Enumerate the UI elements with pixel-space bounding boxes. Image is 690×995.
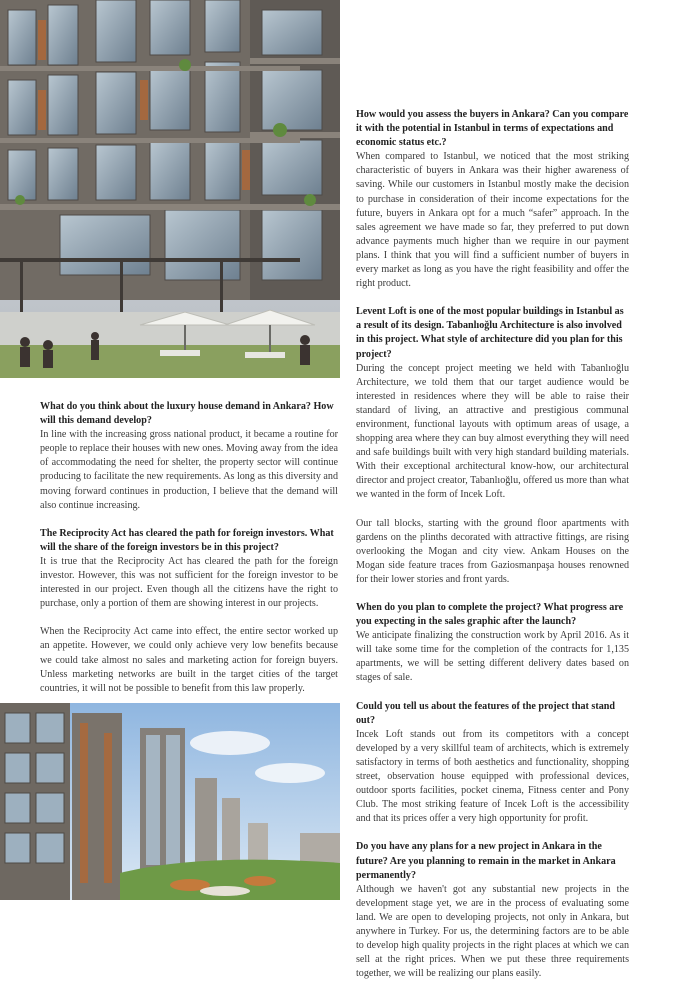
answer-ankara-buyers: When compared to Istanbul, we noticed that the most striking characteristic of buyers in Ankara was their higher awareness of saving. While our customers in Istanbul mostly make the decision to purchase in consideration of their income expectations for the future, buyers in Ankara opt for a much “safer” approach. In the sales agreement we have made so far, they preferred to put down advance payments much higher than we require in our payment plans. I think that you will find a sufficient number of buyers in every market as long as you have the right feasibility and offer the right product. <box>356 151 629 290</box>
question-reciprocity-act: The Reciprocity Act has cleared the path for foreign investors. What will the share of the foreign investors be in this project? <box>40 527 334 553</box>
left-column <box>40 400 338 710</box>
question-features: Could you tell us about the features of the project that stand out? <box>356 700 615 726</box>
answer-architecture-style: During the concept project meeting we held with Tabanlıoğlu Architecture, we told them that our target audience would be interested in residences where they will be able to raise their standard of living, an attractive and prestigious communal environment, functional layouts with optimum areas of usage, a shopping area where they can buy almost everything they will need and safe buildings built with very high standard building materials. With their exceptional architectural know-how, our architectural director and project creator, Tabanlıoğlu, offered us more than what we wanted in the form of Incek Loft. <box>356 362 629 501</box>
question-completion: When do you plan to complete the project? What progress are you expecting in the sales graphic after the launch? <box>356 602 624 628</box>
aerial-complex-photo <box>0 703 340 900</box>
answer-reciprocity-act: It is true that the Reciprocity Act has cleared the path for the foreign investor. However, this was not sufficient for the foreign investor to be interested in our project. Even though all the citizens have the right to purchase, only a portion of them are showing interest in our projects. <box>40 555 338 610</box>
question-luxury-demand: What do you think about the luxury house demand in Ankara? How will this demand develop? <box>40 401 334 427</box>
right-column <box>356 108 629 995</box>
answer-completion: We anticipate finalizing the construction work by April 2016. As it will take some time for the completion of the contracts for 1,135 apartments, we will be setting different delivery dates based on stages of sale. <box>356 630 629 684</box>
answer-luxury-demand: In line with the increasing gross national product, it became a routine for people to replace their houses with new ones. Moving away from the idea of accommodating the need for shelter, the property sector will continue producing to facilitate the new requirements. As long as this diversity and moving forward continues in production, I believe that the demand will also continue increasing. <box>40 429 338 511</box>
answer-features: Incek Loft stands out from its competitors with a concept developed by a very skillful team of architects, which is extremely satisfactory in terms of both aesthetics and functionality, shopping street, observation house equipped with professional devices, outdoor sports facilities, pocket cinema, Fitness center and Pony Club. The most striking feature of Incek Loft is the accessibility and that its prices offer a very high opportunity for profit. <box>356 728 629 825</box>
building-facade-illustration <box>0 0 340 378</box>
building-facade-photo <box>0 0 340 378</box>
answer-architecture-style-continued: Our tall blocks, starting with the ground floor apartments with gardens on the plinths decorated with attractive fittings, are rising overlooking the Mogan and city view. Ankam Houses on the Mogan side feature traces from Gaziosmanpaşa houses renowned for their lower stories and front yards. <box>356 517 629 585</box>
answer-new-project: Although we haven't got any substantial new projects in the development stage yet, we are in the process of evaluating some land. We are open to developing projects, not only in Ankara, but anywhere in Turkey. For us, the determining factors are to be able to develop high quality projects in the right places at which we can sell at the right prices. When we put these three requirements together, we will be realizing our plans easily. <box>356 883 629 980</box>
question-new-project: Do you have any plans for a new project in Ankara in the future? Are you planning to remain in the market in Ankara permanently? <box>356 841 616 881</box>
answer-reciprocity-act-continued: When the Reciprocity Act came into effect, the entire sector worked up an appetite. However, we could only achieve very low benefits because we could take almost no sales and marketing action for foreign buyers. Unless marketing networks are built in the target cities of the target countries, it will not be possible to benefit from this law properly. <box>40 626 338 694</box>
question-architecture-style: Levent Loft is one of the most popular buildings in Istanbul as a result of its design. Tabanlıoğlu Architecture is also involved in this project. What style of architecture did you plan for this project? <box>356 306 624 360</box>
aerial-complex-illustration <box>0 703 340 900</box>
question-ankara-buyers: How would you assess the buyers in Ankara? Can you compare it with the potential in Istanbul in terms of expectations and economic status etc.? <box>356 109 629 149</box>
